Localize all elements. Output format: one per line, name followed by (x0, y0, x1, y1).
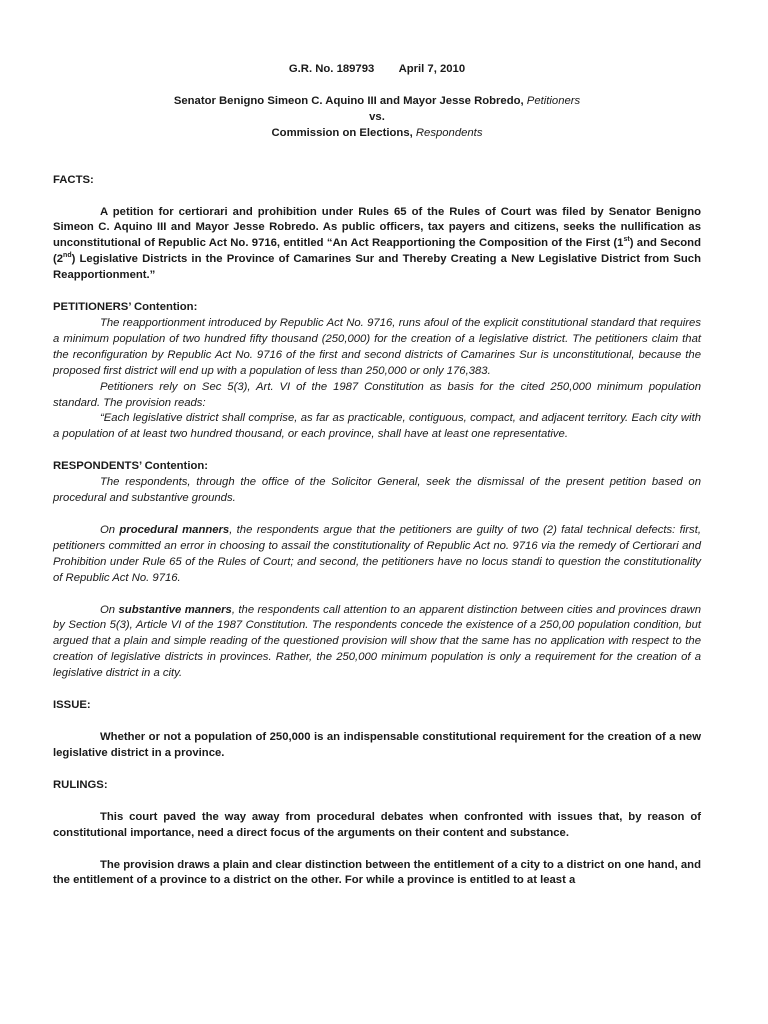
constitution-quote: “Each legislative district shall comprise, as far as practicable, contiguous, compact, and adjacent territory. Each city with a population of at least two hundred thousand, or each province, shall have at least one representative. (53, 412, 701, 441)
rulings-paragraph-2: The provision draws a plain and clear distinction between the entitlement of a city to a district on one hand, and the entitlement of a province to a district on the other. For while a province is entitled to at least a (53, 858, 701, 887)
facts-paragraph: A petition for certiorari and prohibition under Rules 65 of the Rules of Court was filed by Senator Benigno Simeon C. Aquino III and Mayor Jesse Robredo. As public officers, tax payers and citizens, seeks the nullification as unconstitutional of Republic Act No. 9716, entitled “An Act Reapportioning the Composition of the First (1st) and Second (2nd) Legislative Districts in the Province of Camarines Sur and Thereby Creating a New Legislative District from Such Reapportionment.” (53, 205, 701, 282)
petitioners-line (53, 94, 701, 110)
case-caption-line (53, 62, 701, 78)
respondent-role: Respondents (415, 126, 483, 139)
issue-paragraph: Whether or not a population of 250,000 is an indispensable constitutional requirement for the creation of a new legislative district in a province. (53, 731, 701, 759)
respondent-line (53, 126, 701, 142)
case-number: G.R. No. 189793 (288, 63, 375, 75)
petitioners-paragraph-2: Petitioners rely on Sec 5(3), Art. VI of the 1987 Constitution as basis for the cited 250,000 minimum population standard. The provision reads: (53, 380, 701, 409)
procedural-emphasis: procedural manners (119, 523, 230, 536)
petitioners-names: Senator Benigno Simeon C. Aquino III and Mayor Jesse Robredo, (173, 94, 524, 107)
substantive-paragraph: On substantive manners, the respondents call attention to an apparent distinction between cities and provinces drawn by Section 5(3), Article VI of the 1987 Constitution. The respondents concede the existence of a 250,00 population condition, but argued that a plain and simple reading of the questioned provision will show that the same has no application with respect to the creation of legislative districts in provinces. Rather, the 250,000 minimum population is only a requirement for the creation of a legislative district in a city. (53, 603, 701, 680)
document-body (53, 62, 701, 889)
petitioners-role: Petitioners (526, 94, 581, 107)
respondent-name: Commission on Elections, (271, 126, 413, 139)
respondents-paragraph-1: The respondents, through the office of the Solicitor General, seek the dismissal of the present petition based on procedural and substantive grounds. (53, 476, 701, 505)
rulings-heading: RULINGS: (53, 778, 108, 791)
respondents-heading: RESPONDENTS’ Contention: (53, 460, 209, 473)
case-date: April 7, 2010 (398, 63, 466, 75)
versus: vs. (369, 110, 385, 123)
substantive-emphasis: substantive manners (118, 603, 232, 616)
procedural-paragraph: On procedural manners, the respondents argue that the petitioners are guilty of two (2) fatal technical defects: first, petitioners committed an error in choosing to assail the constitutionality of Republic Act no. 9716 via the remedy of Certiorari and Prohibition under Rule 65 of the Rules of Court; and second, the petitioners have no locus standi to question the constitutionality of Republic Act No. 9716. (53, 523, 701, 584)
facts-heading: FACTS: (53, 173, 94, 186)
petitioners-heading: PETITIONERS’ Contention: (53, 301, 198, 314)
issue-heading: ISSUE: (53, 699, 91, 712)
petitioners-paragraph-1: The reapportionment introduced by Republic Act No. 9716, runs afoul of the explicit constitutional standard that requires a minimum population of two hundred fifty thousand (250,000) for the creation of a legislative district. The petitioners claim that the reconfiguration by Republic Act No. 9716 of the first and second districts of Camarines Sur is unconstitutional, because the proposed first district will end up with a population of less than 250,000 or only 176,383. (53, 316, 701, 377)
rulings-paragraph-1: This court paved the way away from procedural debates when confronted with issues that, by reason of constitutional importance, need a direct focus of the arguments on their content and substance. (53, 810, 701, 839)
